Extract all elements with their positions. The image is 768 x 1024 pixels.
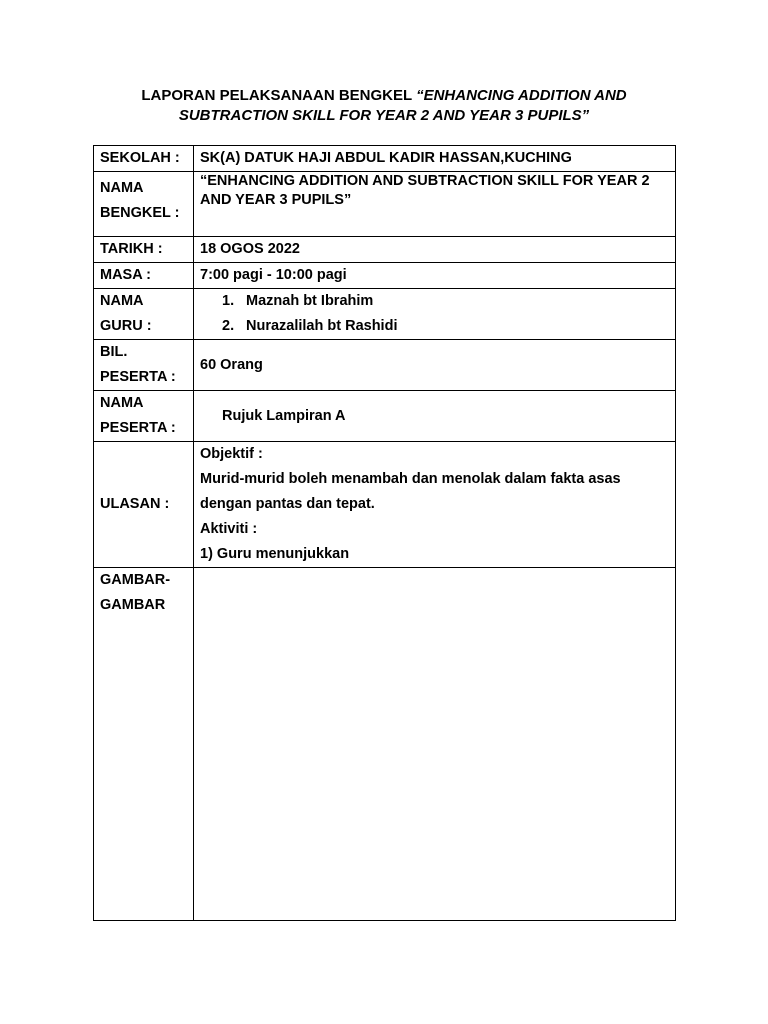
- guru-name: Nurazalilah bt Rashidi: [246, 318, 398, 334]
- label-nama-guru-line1: NAMA: [100, 293, 144, 309]
- value-nama-peserta: [194, 391, 676, 442]
- label-gambar: [94, 568, 194, 921]
- label-nama-bengkel: [94, 172, 194, 237]
- label-masa: MASA :: [94, 263, 194, 289]
- row-nama-peserta: [94, 391, 676, 442]
- title-italic: “ENHANCING ADDITION AND SUBTRACTION SKILL FOR YEAR 2 AND YEAR 3 PUPILS”: [178, 87, 627, 124]
- value-bil-peserta: 60 Orang: [194, 340, 676, 391]
- row-bil-peserta: [94, 340, 676, 391]
- guru-name: Maznah bt Ibrahim: [246, 293, 374, 309]
- value-sekolah: SK(A) DATUK HAJI ABDUL KADIR HASSAN,KUCHING: [194, 146, 676, 172]
- document-title: [94, 86, 674, 126]
- label-ulasan: ULASAN :: [94, 442, 194, 568]
- row-sekolah: [94, 146, 676, 172]
- row-ulasan: [94, 442, 676, 568]
- value-nama-bengkel: “ENHANCING ADDITION AND SUBTRACTION SKILL FOR YEAR 2 AND YEAR 3 PUPILS”: [194, 172, 676, 237]
- list-item: [222, 289, 669, 314]
- label-nama-guru-line2: GURU :: [100, 318, 152, 334]
- row-nama-bengkel: [94, 172, 676, 237]
- value-nama-guru: [194, 289, 676, 340]
- aktiviti-item: 1) Guru menunjukkan: [200, 546, 350, 562]
- row-gambar: [94, 568, 676, 921]
- row-masa: [94, 263, 676, 289]
- row-tarikh: [94, 237, 676, 263]
- report-table: [93, 145, 676, 921]
- label-nama-bengkel-line2: BENGKEL :: [100, 205, 180, 221]
- label-gambar-line2: GAMBAR: [100, 597, 166, 613]
- label-nama-peserta-line2: PESERTA :: [100, 420, 176, 436]
- label-bil-peserta: [94, 340, 194, 391]
- gambar-area: [194, 568, 676, 921]
- guru-num: 1.: [222, 293, 235, 309]
- guru-num: 2.: [222, 318, 235, 334]
- label-nama-peserta-line1: NAMA: [100, 395, 144, 411]
- label-sekolah: SEKOLAH :: [94, 146, 194, 172]
- label-bil-peserta-line2: PESERTA :: [100, 369, 176, 385]
- value-ulasan: [194, 442, 676, 568]
- label-tarikh: TARIKH :: [94, 237, 194, 263]
- label-nama-bengkel-line1: NAMA: [100, 180, 144, 196]
- value-tarikh: 18 OGOS 2022: [194, 237, 676, 263]
- label-nama-guru: [94, 289, 194, 340]
- label-gambar-line1: GAMBAR-: [100, 572, 171, 588]
- value-masa: 7:00 pagi - 10:00 pagi: [194, 263, 676, 289]
- label-bil-peserta-line1: BIL.: [100, 344, 128, 360]
- row-nama-guru: [94, 289, 676, 340]
- objektif-heading: Objektif :: [200, 446, 263, 462]
- title-plain: LAPORAN PELAKSANAAN BENGKEL: [141, 87, 417, 104]
- aktiviti-heading: Aktiviti :: [200, 521, 258, 537]
- list-item: [222, 314, 669, 339]
- label-nama-peserta: [94, 391, 194, 442]
- guru-list: [200, 289, 669, 339]
- nama-peserta-text: Rujuk Lampiran A: [222, 407, 346, 424]
- objektif-text: Murid-murid boleh menambah dan menolak dalam fakta asas dengan pantas dan tepat.: [200, 471, 621, 512]
